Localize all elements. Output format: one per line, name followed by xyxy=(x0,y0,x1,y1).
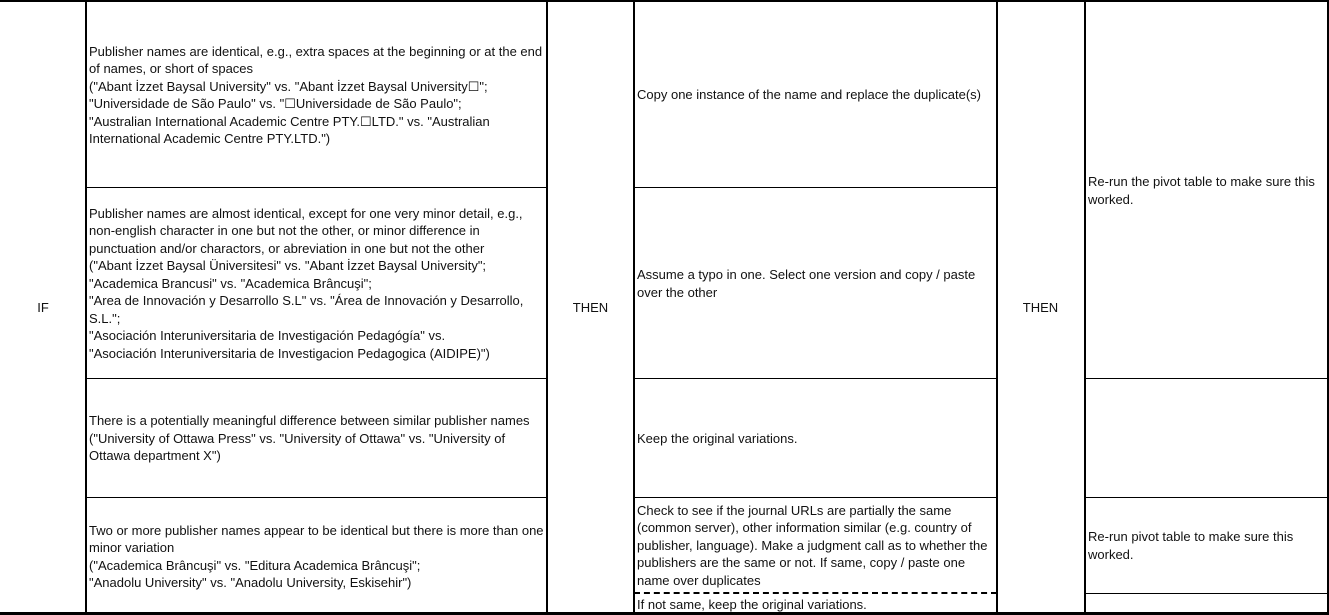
dashed-separator xyxy=(634,592,997,594)
vline-2 xyxy=(546,0,548,615)
then-label-2: THEN xyxy=(1022,299,1059,315)
hline-action-1 xyxy=(634,187,997,188)
action-cell-1: Copy one instance of the name and replace the duplicate(s) xyxy=(637,87,981,103)
vline-3 xyxy=(633,0,635,615)
vline-5 xyxy=(1084,0,1086,615)
vline-4 xyxy=(996,0,998,615)
hline-action-3 xyxy=(634,497,997,498)
followup-cell-1: Re-run the pivot table to make sure this worked. xyxy=(1088,174,1315,207)
followup-cell-2: Re-run pivot table to make sure this worked. xyxy=(1088,529,1294,562)
hline-condition-3 xyxy=(86,497,547,498)
vline-1 xyxy=(85,0,87,615)
hline-followup-1 xyxy=(1085,378,1327,379)
if-label: IF xyxy=(37,299,49,315)
action-cell-4-alt: If not same, keep the original variations. xyxy=(637,596,867,612)
condition-cell-3: There is a potentially meaningful difference between similar publisher names ("University of Ottawa Press" vs. "University of Ottawa" vs. "University of Ottawa department X") xyxy=(89,413,530,464)
hline-action-2 xyxy=(634,378,997,379)
action-cell-3: Keep the original variations. xyxy=(637,430,798,446)
hline-condition-2 xyxy=(86,378,547,379)
action-cell-2: Assume a typo in one. Select one version and copy / paste over the other xyxy=(637,267,976,300)
border-top xyxy=(0,0,1329,2)
hline-followup-3 xyxy=(1085,593,1327,594)
hline-condition-1 xyxy=(86,187,547,188)
condition-cell-1: Publisher names are identical, e.g., extra spaces at the beginning or at the end of names, or short of spaces ("Abant İzzet Baysal University" vs. "Abant İzzet Baysal University☐"; "Universidade de São Paulo" vs. "☐Universidade de São Paulo"; "Australian International Academic Centre PTY.☐LTD." vs. "Australian International Academic Centre PTY.LTD.") xyxy=(89,43,543,146)
condition-cell-4: Two or more publisher names appear to be identical but there is more than one minor variation ("Academica Brâncuşi" vs. "Editura Academica Brâncuşi"; "Anadolu University" vs. "Anadolu University, Eskisehir") xyxy=(89,522,544,590)
then-label-1: THEN xyxy=(572,299,609,315)
action-cell-4: Check to see if the journal URLs are partially the same (common server), other information similar (e.g. country of publisher, language). Make a judgment call as to whether the publishers are the same or not. If same, copy / paste one name over duplicates xyxy=(637,502,988,588)
hline-followup-2 xyxy=(1085,497,1327,498)
condition-cell-2: Publisher names are almost identical, except for one very minor detail, e.g., non-english character in one but not the other, or minor difference in punctuation and/or charactors, or abreviation in one but not the other ("Abant İzzet Baysal Üniversitesi" vs. "Abant İzzet Baysal University"; "Academica Brancusi" vs. "Academica Brâncuşi"; "Area de Innovación y Desarrollo S.L" vs. "Área de Innovación y Desarrollo, S.L."; "Asociación Interuniversitaria de Investigación Pedagógía" vs. "Asociación Interuniversitaria de Investigacion Pedagogica (AIDIPE)") xyxy=(89,205,524,361)
